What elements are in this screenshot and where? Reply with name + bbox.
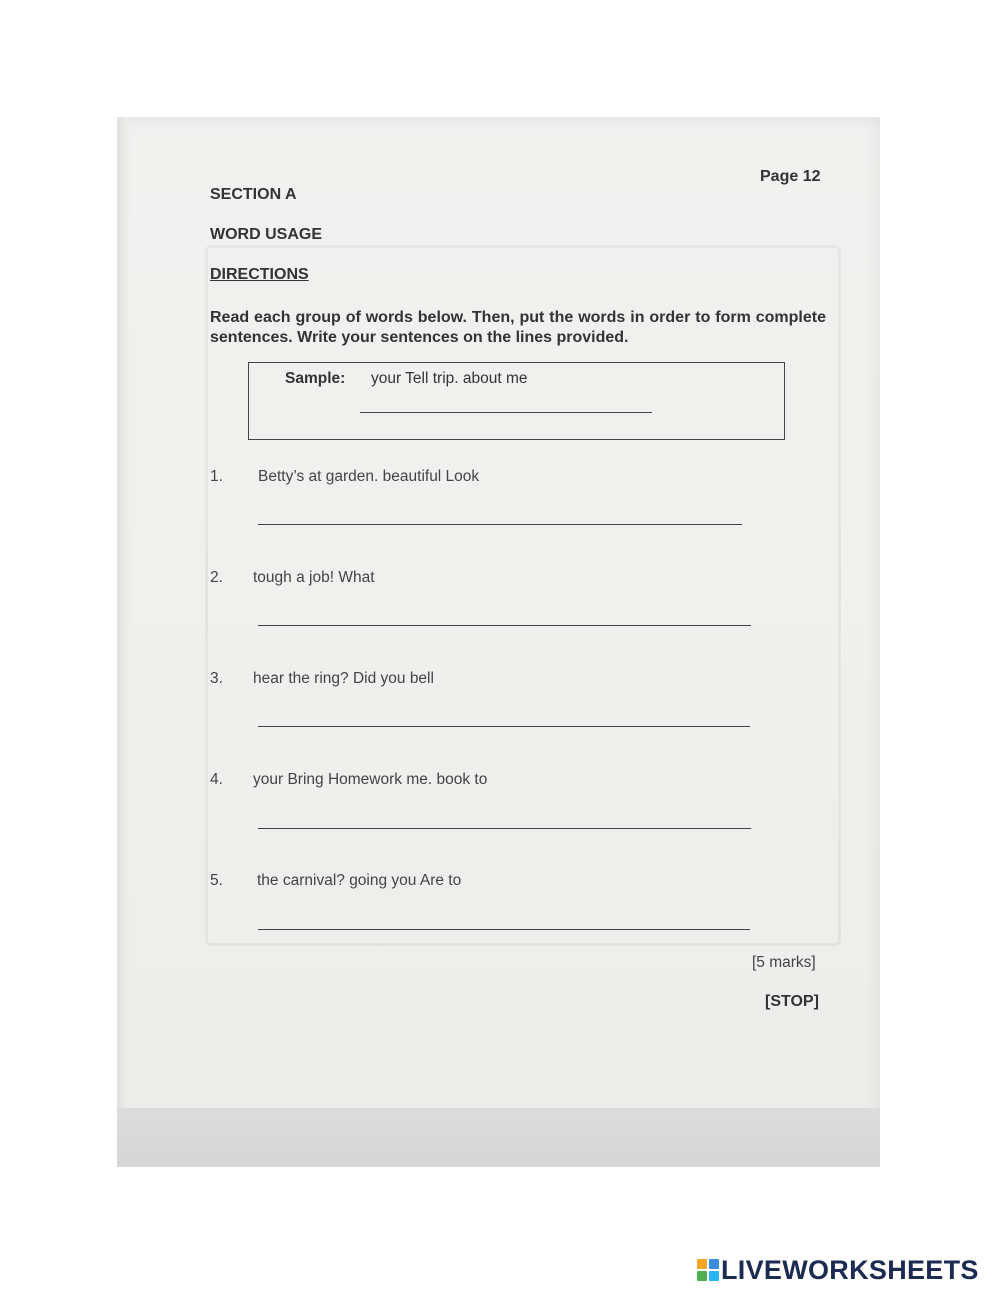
section-title: SECTION A — [210, 186, 297, 203]
question-1-words: Betty’s at garden. beautiful Look — [258, 468, 480, 485]
question-4-answer-line[interactable] — [258, 828, 751, 829]
brand-name: LIVEWORKSHEETS — [721, 1255, 979, 1285]
sheet-bottom-shadow — [117, 1108, 880, 1167]
page-number: Page 12 — [760, 168, 821, 185]
question-4-number: 4. — [210, 771, 223, 788]
liveworksheets-logo-icon — [697, 1259, 719, 1281]
sample-words: your Tell trip. about me — [371, 370, 528, 387]
question-5-answer-line[interactable] — [258, 929, 750, 930]
word-usage-title: WORD USAGE — [210, 226, 322, 243]
sample-label: Sample: — [285, 370, 346, 387]
liveworksheets-brand — [697, 1255, 979, 1285]
question-3-answer-line[interactable] — [258, 726, 750, 727]
instructions-text: Read each group of words below. Then, put the words in order to form complete sentences. Write your sentences on the lines provided. — [210, 309, 826, 346]
question-5-words: the carnival? going you Are to — [257, 872, 462, 889]
question-5-number: 5. — [210, 872, 223, 889]
question-2-number: 2. — [210, 569, 223, 586]
sample-answer-line[interactable] — [360, 412, 652, 413]
question-2-words: tough a job! What — [253, 569, 375, 586]
marks-label: [5 marks] — [752, 954, 816, 971]
question-4-words: your Bring Homework me. book to — [253, 771, 488, 788]
stop-label: [STOP] — [765, 993, 819, 1010]
directions-heading: DIRECTIONS — [210, 266, 309, 283]
bleed-through-border — [205, 245, 841, 946]
question-3-number: 3. — [210, 670, 223, 687]
sheet-edge — [117, 117, 129, 1108]
question-1-answer-line[interactable] — [258, 524, 742, 525]
question-2-answer-line[interactable] — [258, 625, 751, 626]
question-3-words: hear the ring? Did you bell — [253, 670, 434, 687]
question-1-number: 1. — [210, 468, 223, 485]
